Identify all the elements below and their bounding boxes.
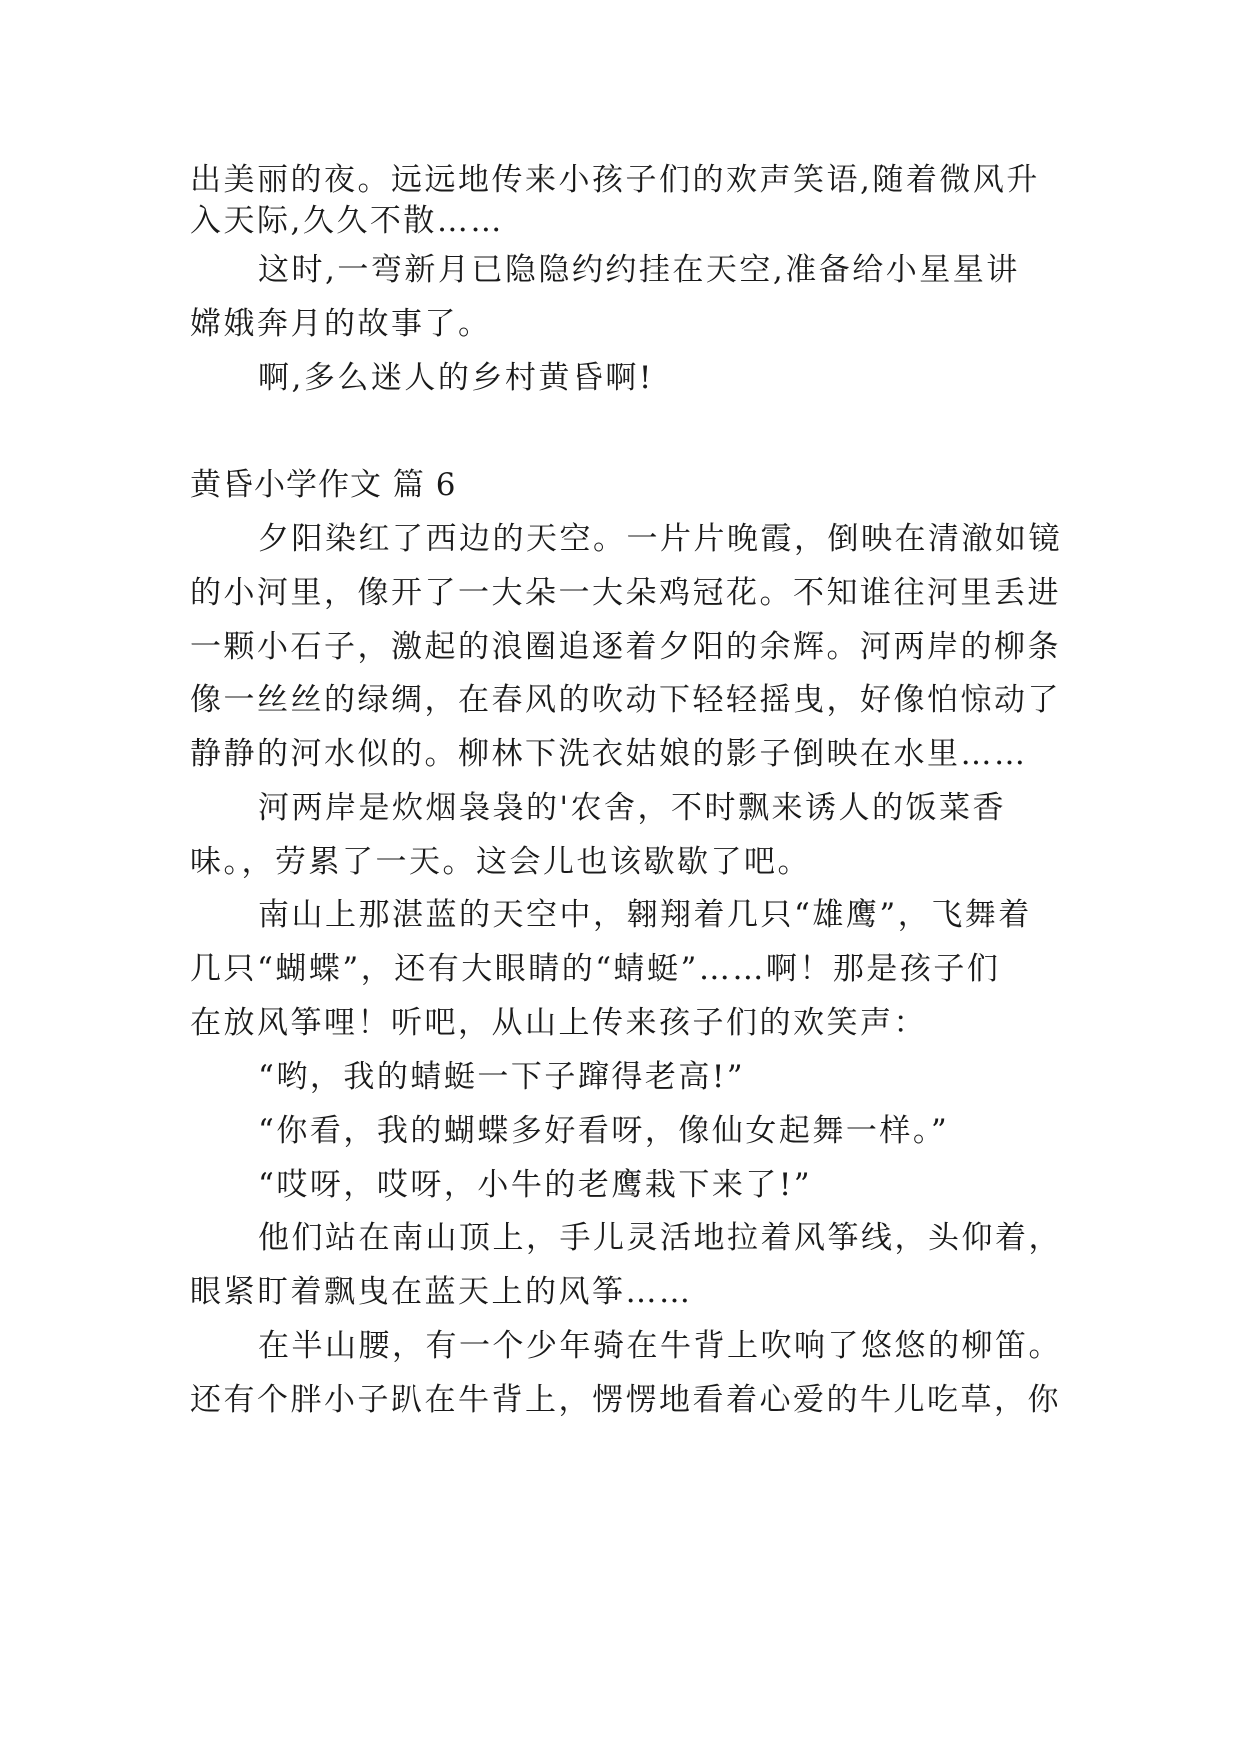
text-line: 还有个胖小子趴在牛背上，愣愣地看着心爱的牛儿吃草，你 [190,1382,1061,1418]
text-line: 在放风筝哩！听吧，从山上传来孩子们的欢笑声： [190,1005,927,1041]
text-line: 一颗小石子，激起的浪圈追逐着夕阳的余辉。河两岸的柳条 [190,629,1061,665]
text-line: 静静的河水似的。柳林下洗衣姑娘的影子倒映在水里…… [190,736,1028,772]
text-line: 的小河里，像开了一大朵一大朵鸡冠花。不知谁往河里丢进 [190,575,1061,611]
text-line: “你看，我的蝴蝶多好看呀，像仙女起舞一样。” [258,1113,950,1149]
text-line: 出美丽的夜。远远地传来小孩子们的欢声笑语,随着微风升 [190,162,1040,198]
text-line: “哟，我的蜻蜓一下子蹿得老高!” [258,1059,746,1095]
text-line: 入天际,久久不散…… [190,203,504,239]
text-line: 南山上那湛蓝的天空中，翱翔着几只“雄鹰”，飞舞着 [258,897,1032,933]
section-heading: 黄昏小学作文 篇 6 [190,467,457,503]
text-line: 夕阳染红了西边的天空。一片片晚霞，倒映在清澈如镜 [258,521,1062,557]
text-line: 河两岸是炊烟袅袅的'农舍，不时飘来诱人的饭菜香 [258,790,1007,826]
text-line: 在半山腰，有一个少年骑在牛背上吹响了悠悠的柳笛。 [258,1328,1062,1364]
text-line: 眼紧盯着飘曳在蓝天上的风筝…… [190,1274,693,1310]
text-line: 嫦娥奔月的故事了。 [190,306,492,342]
text-line: “哎呀，哎呀，小牛的老鹰栽下来了!” [258,1167,813,1203]
text-line: 啊,多么迷人的乡村黄昏啊! [258,360,654,396]
text-line: 像一丝丝的绿绸，在春风的吹动下轻轻摇曳，好像怕惊动了 [190,682,1061,718]
text-line: 他们站在南山顶上，手儿灵活地拉着风筝线，头仰着， [258,1220,1062,1256]
text-line: 这时,一弯新月已隐隐约约挂在天空,准备给小星星讲 [258,252,1020,288]
text-line: 几只“蝴蝶”，还有大眼睛的“蜻蜓”……啊！那是孩子们 [190,951,1001,987]
text-line: 味。，劳累了一天。这会儿也该歇歇了吧。 [190,844,811,880]
